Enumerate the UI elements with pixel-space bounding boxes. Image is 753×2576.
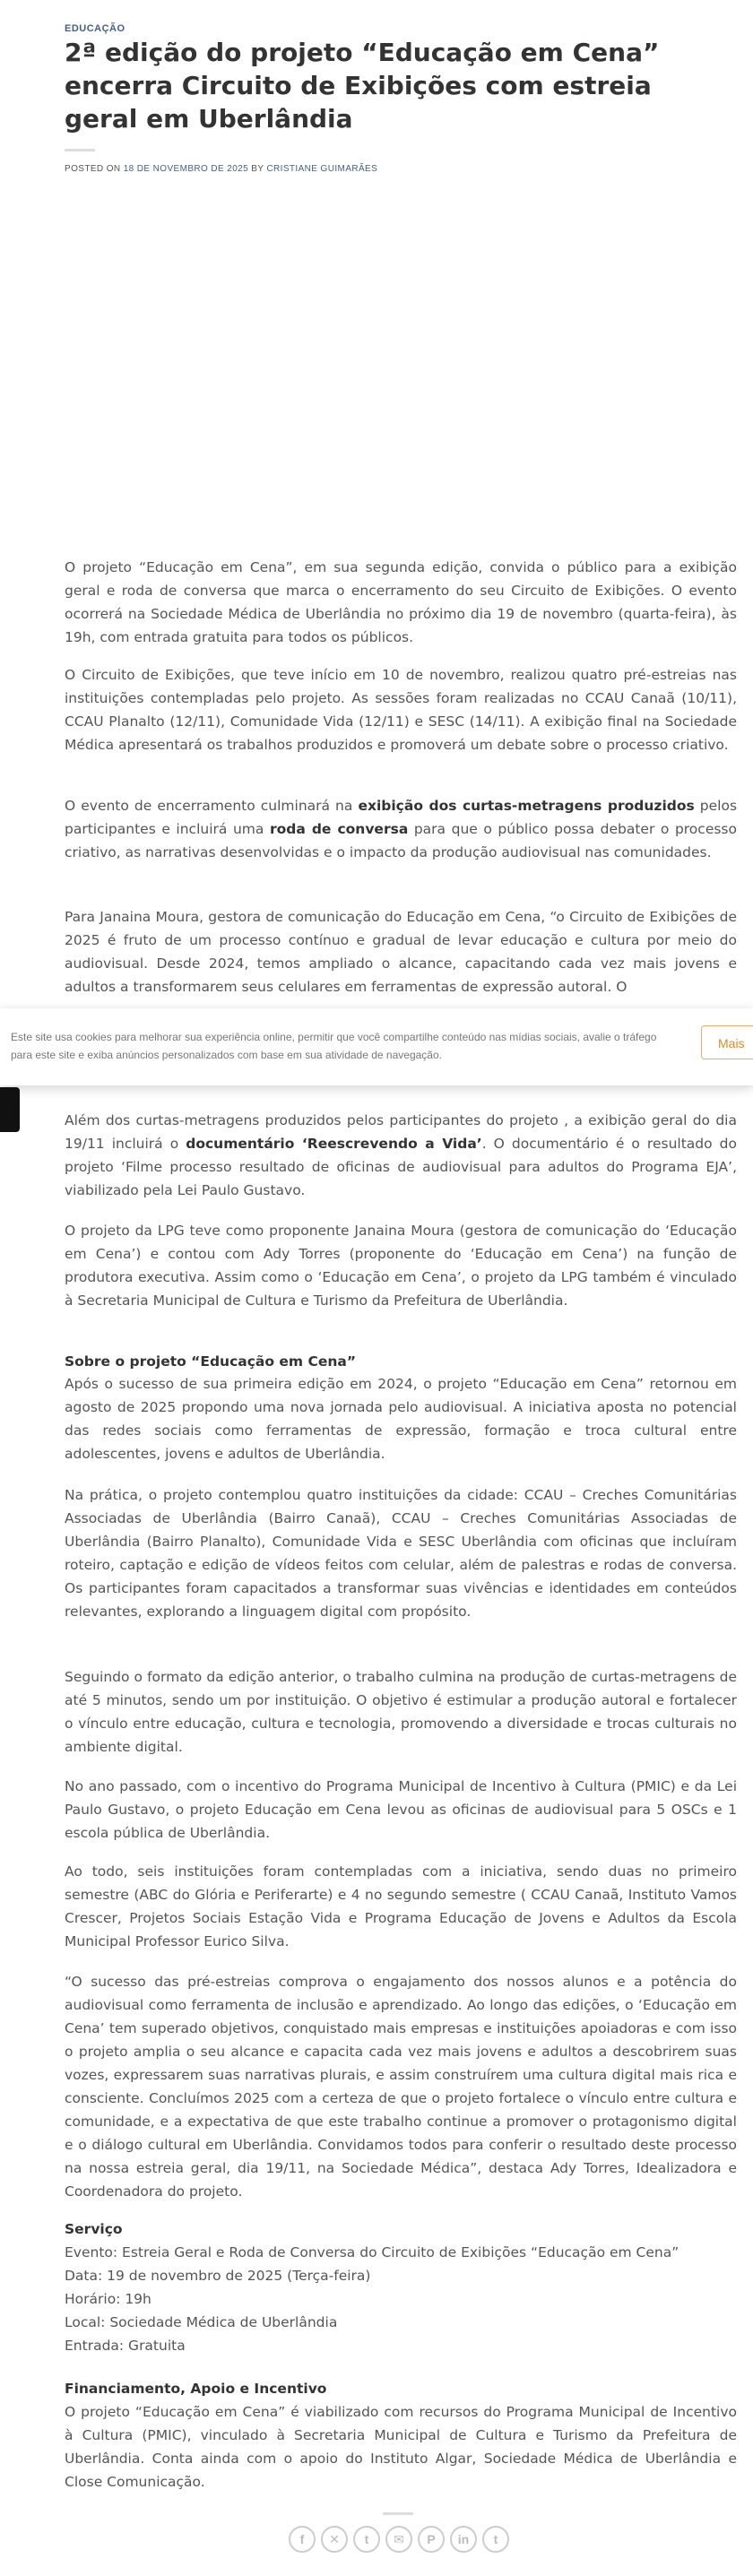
posted-on-label: POSTED ON	[65, 164, 121, 174]
featured-media-placeholder	[65, 195, 737, 545]
servico-horario: Horário: 19h	[65, 2291, 151, 2307]
facebook-icon[interactable]: f	[289, 2526, 316, 2553]
paragraph-financiamento: O projeto “Educação em Cena” é viabilizado com recursos do Programa Municipal de Incentivo à Cultura (PMIC), vinculado à Secretaria Municipal de Cultura e Turismo da Prefeitura de Uberlândia. Conta ainda com o apoio do Instituto Algar, Sociedade Médica de Uberlândia e Close Comunicação.	[65, 2404, 737, 2490]
paragraph-documentario: Além dos curtas-metragens produzidos pelos participantes do projeto , a exibição geral do dia 19/11 incluirá o documentário ‘Reescrevendo a Vida’. O documentário é o resultado do projeto ‘Filme processo resultado de oficinas de audiovisual para adultos do Programa EJA’, viabilizado pela Lei Paulo Gustavo.	[65, 1112, 737, 1198]
heading-servico: Serviço	[65, 2221, 123, 2237]
by-label: BY	[251, 164, 264, 174]
pinterest-icon[interactable]: P	[418, 2526, 445, 2553]
paragraph-lpg: O projeto da LPG teve como proponente Janaina Moura (gestora de comunicação do ‘Educação em Cena’) e contou com Ady Torres (proponente do ‘Educação em Cena’) na função de produtora executiva. Assim como o ‘Educação em Cena’, o projeto da LPG também é vinculado à Secretaria Municipal de Cultura e Turismo da Prefeitura de Uberlândia.	[65, 1223, 737, 1309]
x-icon[interactable]: ✕	[321, 2526, 348, 2553]
paragraph-encerramento: O evento de encerramento culminará na exibição dos curtas-metragens produzidos pelos participantes e incluirá uma roda de conversa para que o público possa debater o processo criativo, as narrativas desenvolvidas e o impacto da produção audiovisual nas comunidades.	[65, 798, 738, 860]
paragraph-ano-passado: No ano passado, com o incentivo do Programa Municipal de Incentivo à Cultura (PMIC) e da Lei Paulo Gustavo, o projeto Educação em Cena levou as oficinas de audiovisual para 5 OSCs e 1 escola pública de Uberlândia.	[65, 1778, 737, 1841]
paragraph-citacao: “O sucesso das pré-estreias comprova o engajamento dos nossos alunos e a potência do audiovisual como ferramenta de inclusão e aprendizado. Ao longo das edições, o ‘Educação em Cena’ tem superado objetivos, conquistado mais empresas e instituições apoiadoras e com isso o projeto amplia o seu alcance e capacita cada vez mais jovens e adultos a descobrirem suas vozes, expressarem suas narrativas plurais, e assim construírem uma cultura digital mais rica e consciente. Concluímos 2025 com a certeza de que o projeto fortalece o vínculo entre cultura e comunidade, e a expectativa de que este trabalho continue a promover o protagonismo digital e o diálogo cultural em Uberlândia. Convidamos todos para conferir o resultado deste processo na nossa estreia geral, dia 19/11, na Sociedade Médica”, destaca Ady Torres, Idealizadora e Coordenadora do projeto.	[65, 1974, 737, 2200]
post-title: 2ª edição do projeto “Educação em Cena” encerra Circuito de Exibições com estreia geral em Uberlândia	[65, 38, 660, 134]
heading-sobre: Sobre o projeto “Educação em Cena”	[65, 1353, 357, 1370]
paragraph-instituicoes: Ao todo, seis instituições foram contempladas com a iniciativa, sendo duas no primeiro semestre (ABC do Glória e Periferarte) e 4 no segundo semestre ( CCAU Canaã, Instituto Vamos Crescer, Projetos Sociais Estação Vida e Programa Educação de Jovens e Adultos da Escola Municipal Professor Eurico Silva.	[65, 1863, 737, 1949]
post-date-link[interactable]: 18 DE NOVEMBRO DE 2025	[123, 164, 249, 174]
side-toggle-tab[interactable]	[0, 1087, 20, 1132]
email-icon[interactable]: ✉	[385, 2526, 412, 2553]
paragraph-sobre: Após o sucesso de sua primeira edição em 2024, o projeto “Educação em Cena” retornou em agosto de 2025 propondo uma nova jornada pelo audiovisual. A iniciativa aposta no potencial das redes sociais como ferramentas de expressão, formação e troca cultural entre adolescentes, jovens e adultos de Uberlândia.	[65, 1376, 737, 1462]
cookie-more-button[interactable]: Mais	[701, 1025, 753, 1059]
paragraph-pratica: Na prática, o projeto contemplou quatro instituições da cidade: CCAU – Creches Comunitárias Associadas de Uberlândia (Bairro Canaã), CCAU – Creches Comunitárias Associadas de Uberlândia (Bairro Planalto), Comunidade Vida e SESC Uberlândia com oficinas que incluíram roteiro, captação e edição de vídeos feitos com celular, além de palestras e rodas de conversa. Os participantes foram capacitados a transformar suas vivências e identidades em conteúdos relevantes, explorando a linguagem digital com propósito.	[65, 1487, 737, 1620]
title-divider	[65, 149, 95, 151]
post-author-link[interactable]: CRISTIANE GUIMARÃES	[266, 164, 378, 174]
share-divider	[383, 2512, 413, 2515]
servico-evento: Evento: Estreia Geral e Roda de Conversa do Circuito de Exibições “Educação em Cena”	[65, 2244, 679, 2260]
share-buttons	[289, 2526, 509, 2556]
paragraph-janaina: Para Janaina Moura, gestora de comunicação do Educação em Cena, “o Circuito de Exibições de 2025 é fruto de um processo contínuo e gradual de levar educação e cultura por meio do audiovisual. Desde 2024, temos ampliado o alcance, capacitando cada vez mais jovens e adultos a transformarem seus celulares em ferramentas de expressão autoral. O	[65, 909, 737, 995]
heading-financiamento: Financiamento, Apoio e Incentivo	[65, 2381, 327, 2397]
paragraph-intro: O projeto “Educação em Cena”, em sua segunda edição, convida o público para a exibição geral e roda de conversa que marca o encerramento do seu Circuito de Exibições. O evento ocorrerá na Sociedade Médica de Uberlândia no próximo dia 19 de novembro (quarta-feira), às 19h, com entrada gratuita para todos os públicos.	[65, 559, 737, 645]
cookie-text: Este site usa cookies para melhorar sua experiência online, permitir que você compartilhe conteúdo nas mídias sociais, avalie o tráfego para este site e exiba anúncios personalizados com base em sua atividade de navegação.	[11, 1031, 657, 1061]
linkedin-icon[interactable]: in	[450, 2526, 477, 2553]
twitter-icon[interactable]: t	[353, 2526, 380, 2553]
paragraph-circuito: O Circuito de Exibições, que teve início em 10 de novembro, realizou quatro pré-estreias nas instituições contempladas pelo projeto. As sessões foram realizadas no CCAU Canaã (10/11), CCAU Planalto (12/11), Comunidade Vida (12/11) e SESC (14/11). A exibição final na Sociedade Médica apresentará os trabalhos produzidos e promoverá um debate sobre o processo criativo.	[65, 667, 737, 753]
post-meta	[65, 164, 377, 174]
servico-local: Local: Sociedade Médica de Uberlândia	[65, 2314, 338, 2330]
servico-data: Data: 19 de novembro de 2025 (Terça-feira)	[65, 2268, 371, 2284]
paragraph-formato: Seguindo o formato da edição anterior, o trabalho culmina na produção de curtas-metragens de até 5 minutos, sendo um por instituição. O objetivo é estimular a produção autoral e fortalecer o vínculo entre educação, cultura e tecnologia, promovendo a diversidade e trocas culturais no ambiente digital.	[65, 1669, 737, 1755]
cookie-banner	[0, 1008, 753, 1085]
post-category[interactable]: EDUCAÇÃO	[65, 23, 126, 34]
servico-entrada: Entrada: Gratuita	[65, 2338, 186, 2354]
tumblr-icon[interactable]: t	[482, 2526, 509, 2553]
